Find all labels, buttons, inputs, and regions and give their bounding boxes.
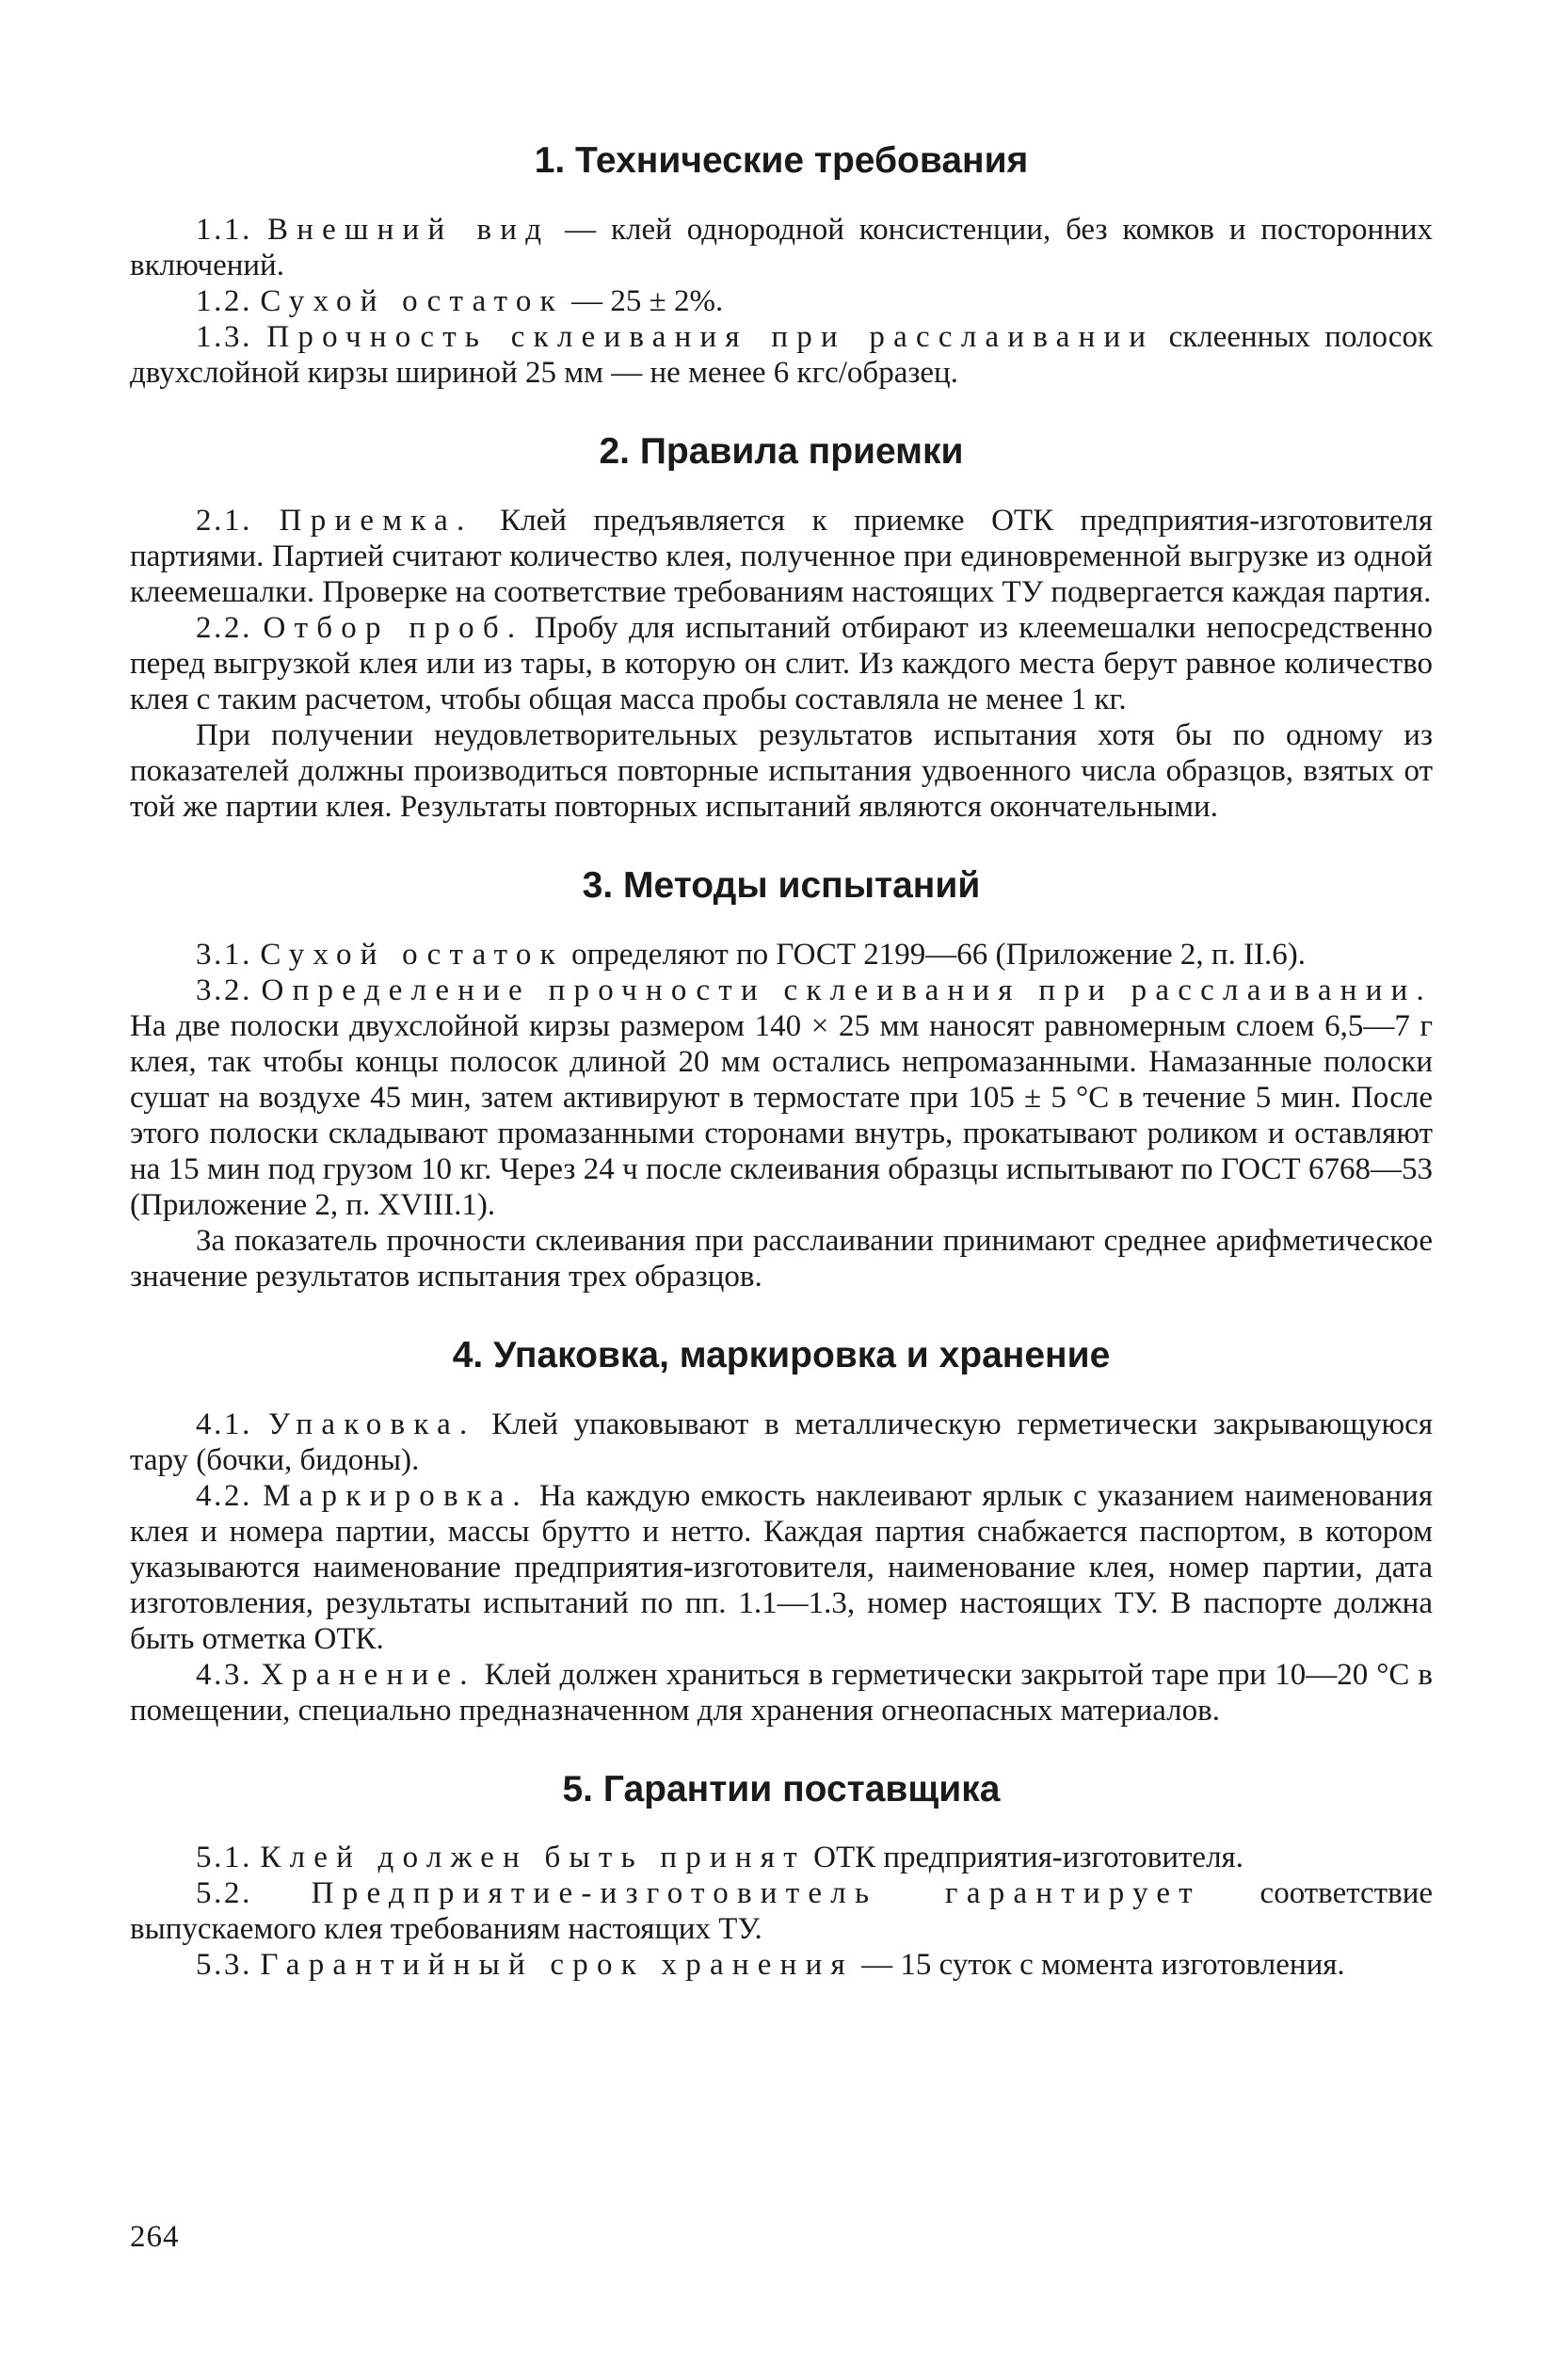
clause-2-2-continued: При получении неудовлетворительных результатов испытания хотя бы по одному из показателей должны производиться повторные испытания удвоенного числа образцов, взятых от той же партии клея. Результаты повторных испытаний являются окончательными. [130, 717, 1433, 824]
clause-1-3: 1.3. Прочность склеивания при расслаивании склеенных полосок двухслойной кирзы шириной 25 мм — не менее 6 кгс/образец. [130, 319, 1433, 390]
section-title: 2. Правила приемки [599, 430, 964, 472]
clause-4-3: 4.3. Хранение. Клей должен храниться в герметически закрытой таре при 10—20 °С в помещении, специально предназначенном для хранения огнеопасных материалов. [130, 1657, 1434, 1728]
section-title: 1. Технические требования [534, 140, 1029, 181]
clause-2-1: 2.1. Приемка. Клей предъявляется к приемке ОТК предприятия-изготовителя партиями. Партией считают количество клея, полученное при единовременной выгрузке из одной клеемешалки. Проверке на соответствие требованиям настоящих ТУ подвергается каждая партия. [130, 503, 1434, 609]
section-packaging-marking-storage [130, 1336, 1433, 1729]
clause-5-3: 5.3. Гарантийный срок хранения — 15 суток с момента изготовления. [196, 1948, 1345, 1983]
clause-5-2: 5.2. Предприятие-изготовитель гарантирует соответствие выпускаемого клея требованиям настоящих ТУ. [130, 1876, 1433, 1947]
clause-3-2-continued: За показатель прочности склеивания при расслаивании принимают среднее арифметическое значение результатов испытания трех образцов. [130, 1223, 1433, 1294]
section-title: 4. Упаковка, маркировка и хранение [452, 1334, 1111, 1375]
page-number: 264 [130, 2220, 180, 2254]
clause-3-2: 3.2. Определение прочности склеивания при расслаивании. На две полоски двухслойной кирзы размером 140 × 25 мм наносят равномерным слоем 6,5—7 г клея, так чтобы концы полосок длиной 20 мм остались непромазанными. Намазанные полоски сушат на воздухе 45 мин, затем активируют в термостате при 105 ± 5 °С в течение 5 мин. После этого полоски складывают промазанными сторонами внутрь, прокатывают роликом и оставляют на 15 мин под грузом 10 кг. Через 24 ч после склеивания образцы испытывают по ГОСТ 6768—53 (Приложение 2, п. XVIII.1). [130, 973, 1433, 1222]
clause-5-1: 5.1. Клей должен быть принят ОТК предприятия-изготовителя. [196, 1841, 1243, 1875]
section-title: 3. Методы испытаний [582, 864, 981, 906]
clause-3-1: 3.1. Сухой остаток определяют по ГОСТ 2199—66 (Приложение 2, п. II.6). [196, 937, 1307, 972]
section-technical-requirements [130, 141, 1433, 391]
section-test-methods [130, 866, 1433, 1295]
clause-4-1: 4.1. Упаковка. Клей упаковывают в металлическую герметически закрывающуюся тару (бочки, бидоны). [130, 1407, 1433, 1477]
section-title: 5. Гарантии поставщика [562, 1768, 1001, 1809]
clause-4-2: 4.2. Маркировка. На каждую емкость наклеивают ярлык с указанием наименования клея и номера партии, массы брутто и нетто. Каждая партия снабжается паспортом, в котором указываются наименование предприятия-изготовителя, наименование клея, номер партии, дата изготовления, результаты испытаний по пп. 1.1—1.3, номер настоящих ТУ. В паспорте должна быть отметка ОТК. [130, 1478, 1434, 1656]
clause-1-1: 1.1. Внешний вид — клей однородной консистенции, без комков и посторонних включений. [130, 212, 1433, 282]
clause-1-2: 1.2. Сухой остаток — 25 ± 2%. [196, 283, 724, 318]
clause-2-2: 2.2. Отбор проб. Пробу для испытаний отбирают из клеемешалки непосредственно перед выгрузкой клея или из тары, в которую он слит. Из каждого места берут равное количество клея с таким расчетом, чтобы общая масса пробы составляла не менее 1 кг. [130, 610, 1434, 716]
document-page [130, 141, 1433, 1983]
section-acceptance-rules [130, 432, 1433, 825]
section-supplier-guarantees [130, 1770, 1433, 1984]
